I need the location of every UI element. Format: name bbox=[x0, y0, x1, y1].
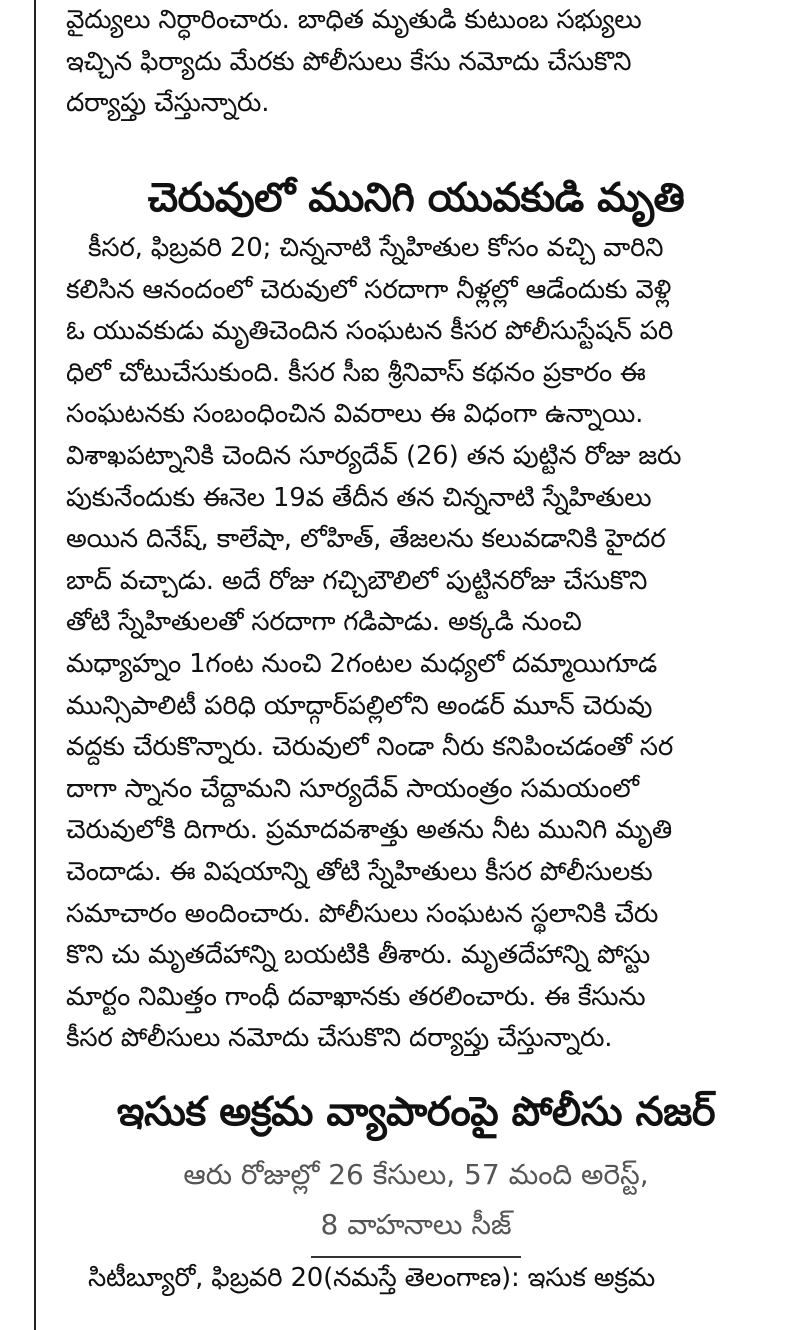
subhead-line: ఆరు రోజుల్లో 26 కేసులు, 57 మంది అరెస్ట్, bbox=[183, 1158, 649, 1191]
article-3-headline: ఇసుక అక్రమ వ్యాపారంపై పోలీసు నజర్ bbox=[116, 1089, 716, 1135]
text-line: మధ్యాహ్నం 1గంట నుంచి 2గంటల మధ్యలో దమ్మాయిగూడ bbox=[66, 648, 657, 679]
text-line: ఓ యువకుడు మృతిచెందిన సంఘటన కీసర పోలీసుస్టేషన్ పరి bbox=[66, 316, 674, 347]
text-line: సిటీబ్యూరో, ఫిబ్రవరి 20(నమస్తే తెలంగాణ): ఇసుక అక్రమ bbox=[88, 1263, 656, 1293]
text-line: కలిసిన ఆనందంలో చెరువులో సరదాగా నీళ్లల్లో ఆడేందుకు వెళ్లి bbox=[66, 274, 672, 305]
text-line: సమాచారం అందించారు. పోలీసులు సంఘటన స్థలానికి చేరు bbox=[66, 898, 659, 929]
text-line: వైద్యులు నిర్ధారించారు. బాధిత మృతుడి కుటుంబ సభ్యులు bbox=[66, 5, 642, 35]
top-article-tail bbox=[66, 0, 766, 125]
text-line: కీసర పోలీసులు నమోదు చేసుకొని దర్యాప్తు చేస్తున్నారు. bbox=[66, 1023, 613, 1054]
text-line: ఇచ్చిన ఫిర్యాదు మేరకు పోలీసులు కేసు నమోదు చేసుకొని bbox=[66, 46, 632, 77]
text-line: చెందాడు. ఈ విషయాన్ని తోటి స్నేహితులు కీసర పోలీసులకు bbox=[66, 856, 653, 887]
text-line: సంఘటనకు సంబంధించిన వివరాలు ఈ విధంగా ఉన్నాయి. bbox=[66, 399, 644, 430]
column-rule bbox=[34, 0, 36, 1330]
text-line: దర్యాప్తు చేస్తున్నారు. bbox=[66, 88, 270, 119]
text-line: ధిలో చోటుచేసుకుంది. కీసర సీఐ శ్రీనివాస్ కథనం ప్రకారం ఈ bbox=[66, 357, 646, 388]
text-line: మార్టం నిమిత్తం గాంధీ దవాఖానకు తరలించారు. ఈ కేసును bbox=[66, 981, 646, 1012]
text-line: పుకునేందుకు ఈనెల 19వ తేదీన తన చిన్ననాటి స్నేహితులు bbox=[66, 482, 652, 513]
text-line: కొని చు మృతదేహాన్ని బయటికి తీశారు. మృతదేహాన్ని పోస్టు bbox=[66, 940, 651, 971]
text-line: మున్సిపాలిటీ పరిధి యాద్గార్‌పల్లిలోని అండర్ మూన్ చెరువు bbox=[66, 690, 653, 721]
text-line: కీసర, ఫిబ్రవరి 20; చిన్ననాటి స్నేహితుల కోసం వచ్చి వారిని bbox=[88, 233, 664, 263]
text-line: దాగా స్నానం చేద్దామని సూర్యదేవ్ సాయంత్రం సమయంలో bbox=[66, 773, 639, 804]
text-line: బాద్ వచ్చాడు. అదే రోజు గచ్చిబౌలిలో పుట్టినరోజు చేసుకొని bbox=[66, 565, 648, 596]
article-2-headline: చెరువులో మునిగి యువకుడి మృతి bbox=[147, 175, 685, 221]
text-line: చెరువులోకి దిగారు. ప్రమాదవశాత్తు అతను నీట మునిగి మృతి bbox=[66, 815, 673, 846]
text-line: అయిన దినేష్, కాలేషా, లోహిత్, తేజలను కలువడానికి హైదర bbox=[66, 524, 666, 555]
subhead-line: 8 వాహనాలు సీజ్ bbox=[320, 1208, 512, 1241]
text-line: విశాఖపట్నానికి చెందిన సూర్యదేవ్ (26) తన పుట్టిన రోజు జరు bbox=[66, 440, 682, 471]
article-3-subhead bbox=[66, 1150, 766, 1258]
article-2-body bbox=[66, 228, 766, 1060]
text-line: వద్దకు చేరుకొన్నారు. చెరువులో నిండా నీరు కనిపించడంతో సర bbox=[66, 732, 674, 763]
article-3-body bbox=[66, 1258, 766, 1300]
text-line: తోటి స్నేహితులతో సరదాగా గడిపాడు. అక్కడి నుంచి bbox=[66, 607, 582, 638]
